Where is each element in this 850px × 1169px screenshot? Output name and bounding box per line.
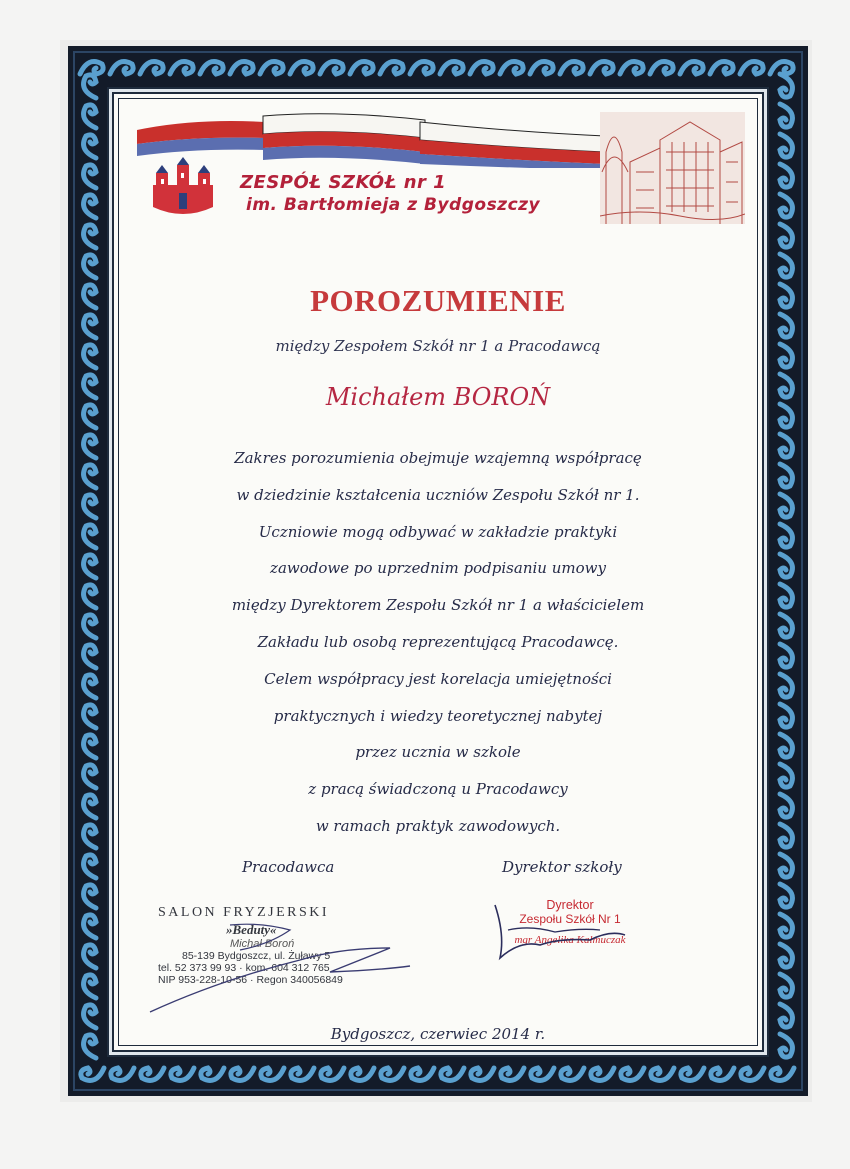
place-and-date: Bydgoszcz, czerwiec 2014 r. <box>330 1025 546 1043</box>
employer-signature-label: Pracodawca <box>242 858 335 876</box>
director-stamp-line: Zespołu Szkół Nr 1 <box>519 912 621 926</box>
agreement-line: Zakładu lub osobą reprezentującą Pracodawcę. <box>257 632 619 651</box>
agreement-line: w ramach praktyk zawodowych. <box>315 816 561 835</box>
employer-stamp-line: SALON FRYZJERSKI <box>158 905 330 920</box>
agreement-line: zawodowe po uprzednim podpisaniu umowy <box>270 559 606 578</box>
agreement-line: Uczniowie mogą odbywać w zakładzie praktyki <box>258 522 618 541</box>
employer-stamp-line: 85-139 Bydgoszcz, ul. Żuławy 5 <box>182 950 331 962</box>
document-title: POROZUMIENIE <box>310 283 566 318</box>
agreement-line: między Dyrektorem Zespołu Szkół nr 1 a właścicielem <box>231 596 645 615</box>
director-signature-label: Dyrektor szkoły <box>502 858 622 876</box>
agreement-line: przez ucznia w szkole <box>355 743 521 762</box>
agreement-line: Zakres porozumienia obejmuje wzajemną współpracę <box>234 449 642 467</box>
agreement-text <box>112 440 764 845</box>
employer-stamp-line: tel. 52 373 99 93 · kom. 604 312 765 <box>158 962 330 974</box>
employer-stamp-line: NIP 953-228-10-56 · Regon 340056849 <box>158 974 343 986</box>
recipient-name: Michałem BOROŃ <box>325 383 551 411</box>
agreement-line: w dziedzinie kształcenia uczniów Zespołu Szkół nr 1. <box>236 485 640 504</box>
document-subtitle: między Zespołem Szkół nr 1 a Pracodawcą <box>275 337 601 355</box>
director-stamp-line: mgr Angelika Kałmuczak <box>514 934 626 946</box>
school-building-illustration <box>600 112 745 224</box>
school-name-line2: im. Bartłomieja z Bydgoszczy <box>246 195 541 215</box>
employer-stamp <box>158 905 398 986</box>
director-stamp <box>490 898 650 946</box>
employer-stamp-line: Michał Boroń <box>230 938 295 950</box>
agreement-line: z pracą świadczoną u Pracodawcy <box>308 780 568 799</box>
agreement-line: praktycznych i wiedzy teoretycznej nabytej <box>273 706 603 725</box>
school-name-line1: ZESPÓŁ SZKÓŁ nr 1 <box>240 172 447 193</box>
director-stamp-line: Dyrektor <box>546 898 594 912</box>
city-crest-logo <box>150 155 216 217</box>
employer-stamp-line: »Beduty« <box>226 922 277 937</box>
school-name <box>240 172 600 216</box>
agreement-line: Celem współpracy jest korelacja umiejętności <box>264 669 612 688</box>
